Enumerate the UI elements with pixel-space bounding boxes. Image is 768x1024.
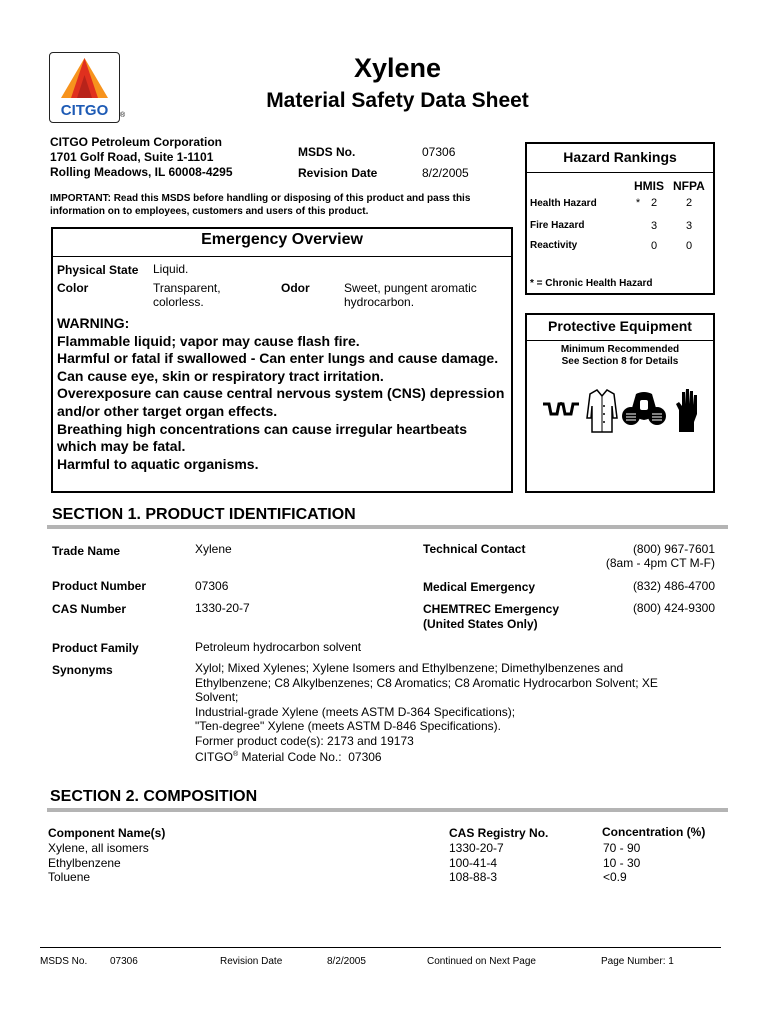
msds-no-value: 07306 bbox=[422, 145, 456, 159]
safety-glasses-icon bbox=[541, 388, 581, 434]
component-cas: 100-41-4 bbox=[449, 856, 498, 870]
cas-registry-header: CAS Registry No. bbox=[449, 826, 549, 840]
important-notice: IMPORTANT: Read this MSDS before handling or disposing of this product and pass this information on to employees, customers and users of this product. bbox=[50, 193, 471, 217]
hmis-column-header: HMIS bbox=[634, 179, 664, 193]
odor-label: Odor bbox=[281, 281, 310, 295]
section2-rule bbox=[47, 808, 728, 812]
company-name: CITGO Petroleum Corporation bbox=[50, 135, 223, 149]
synonyms-label: Synonyms bbox=[52, 663, 113, 677]
footer-msds-value: 07306 bbox=[110, 956, 138, 967]
logo-registered-mark: ® bbox=[120, 112, 126, 119]
footer-continued: Continued on Next Page bbox=[427, 956, 536, 967]
glove-icon bbox=[674, 386, 700, 434]
revision-date-label: Revision Date bbox=[298, 166, 378, 180]
component-name-header: Component Name(s) bbox=[48, 826, 166, 840]
physical-state-value: Liquid. bbox=[153, 262, 189, 276]
synonyms-line: Industrial-grade Xylene (meets ASTM D-364 Specifications); bbox=[195, 704, 516, 719]
component-cas: 108-88-3 bbox=[449, 870, 498, 884]
revision-date-value: 8/2/2005 bbox=[422, 166, 469, 180]
section1-title: SECTION 1. PRODUCT IDENTIFICATION bbox=[52, 506, 356, 523]
material-code-line bbox=[195, 748, 715, 765]
concentration-header: Concentration (%) bbox=[602, 825, 706, 839]
footer-revision-value: 8/2/2005 bbox=[327, 956, 366, 967]
chemtrec-sublabel: (United States Only) bbox=[423, 617, 538, 631]
warning-line: Harmful or fatal if swallowed - Can enter lungs and cause damage. bbox=[57, 350, 499, 367]
material-code-suffix: Material Code No.: 07306 bbox=[238, 750, 382, 764]
synonyms-line: Former product code(s): 2173 and 19173 bbox=[195, 733, 414, 748]
warning-line: Flammable liquid; vapor may cause flash fire. bbox=[57, 332, 360, 349]
technical-contact-hours: (8am - 4pm CT M-F) bbox=[605, 556, 715, 570]
technical-contact-label: Technical Contact bbox=[423, 542, 526, 556]
health-hazard-label: Health Hazard bbox=[530, 198, 597, 209]
medical-emergency-label: Medical Emergency bbox=[423, 580, 536, 594]
see-section-8-text: See Section 8 for Details bbox=[561, 356, 679, 367]
msds-no-label: MSDS No. bbox=[298, 145, 356, 159]
lab-coat-icon bbox=[586, 388, 618, 434]
respirator-icon bbox=[622, 388, 666, 434]
cas-number-label: CAS Number bbox=[52, 602, 127, 616]
product-family-label: Product Family bbox=[52, 641, 139, 655]
product-number-value: 07306 bbox=[195, 579, 229, 593]
health-hmis-value: 2 bbox=[650, 197, 658, 209]
trade-name-label: Trade Name bbox=[52, 544, 121, 558]
minimum-recommended-text: Minimum Recommended bbox=[560, 344, 680, 355]
color-label: Color bbox=[57, 281, 89, 295]
nfpa-column-header: NFPA bbox=[673, 179, 705, 193]
warning-line: Harmful to aquatic organisms. bbox=[57, 455, 259, 472]
fire-nfpa-value: 3 bbox=[685, 220, 693, 232]
physical-state-label: Physical State bbox=[57, 263, 139, 277]
protective-equipment-title: Protective Equipment bbox=[548, 318, 692, 334]
material-code-reg: ® bbox=[233, 751, 239, 758]
emergency-overview-title: Emergency Overview bbox=[201, 231, 363, 248]
synonyms-value bbox=[195, 661, 715, 765]
synonyms-line: Ethylbenzene; C8 Alkylbenzenes; C8 Aromatics; C8 Aromatic Hydrocarbon Solvent; XE bbox=[195, 675, 658, 690]
component-name: Ethylbenzene bbox=[48, 856, 121, 870]
chronic-star: * bbox=[635, 197, 641, 209]
warning-line: Breathing high concentrations can cause irregular heartbeats which may be fatal. bbox=[57, 420, 467, 455]
medical-emergency-phone: (832) 486-4700 bbox=[632, 579, 715, 593]
chronic-hazard-note: * = Chronic Health Hazard bbox=[530, 278, 653, 289]
chemtrec-label: CHEMTREC Emergency bbox=[423, 602, 560, 616]
fire-hmis-value: 3 bbox=[650, 220, 658, 232]
synonyms-line: "Ten-degree" Xylene (meets ASTM D-846 Specifications). bbox=[195, 719, 501, 733]
technical-contact-phone: (800) 967-7601 bbox=[632, 542, 715, 556]
company-address-line1: 1701 Golf Road, Suite 1-1101 bbox=[50, 150, 214, 164]
footer-revision-label: Revision Date bbox=[220, 956, 283, 967]
section1-rule bbox=[47, 525, 728, 529]
section2-title: SECTION 2. COMPOSITION bbox=[50, 788, 258, 805]
component-cas: 1330-20-7 bbox=[449, 841, 504, 855]
trade-name-value: Xylene bbox=[195, 542, 232, 556]
reactivity-nfpa-value: 0 bbox=[685, 240, 693, 252]
footer-page-number: Page Number: 1 bbox=[601, 956, 674, 967]
warning-statements bbox=[57, 315, 507, 473]
company-address-line2: Rolling Meadows, IL 60008-4295 bbox=[50, 165, 233, 179]
component-concentration: 10 - 30 bbox=[603, 856, 641, 870]
component-concentration: <0.9 bbox=[603, 870, 627, 884]
product-family-value: Petroleum hydrocarbon solvent bbox=[195, 640, 362, 654]
document-title: Xylene bbox=[353, 53, 442, 83]
warning-line: Can cause eye, skin or respiratory tract irritation. bbox=[57, 367, 384, 384]
component-concentration: 70 - 90 bbox=[603, 841, 641, 855]
product-number-label: Product Number bbox=[52, 579, 147, 593]
warning-line: Overexposure can cause central nervous system (CNS) depression and/or other target organ effects. bbox=[57, 385, 505, 419]
material-code-prefix: CITGO bbox=[195, 750, 233, 764]
footer-msds-label: MSDS No. bbox=[40, 956, 88, 967]
hazard-rankings-title: Hazard Rankings bbox=[563, 149, 677, 165]
health-nfpa-value: 2 bbox=[685, 197, 693, 209]
footer-rule bbox=[40, 947, 721, 948]
component-name: Xylene, all isomers bbox=[48, 841, 149, 855]
document-subtitle: Material Safety Data Sheet bbox=[266, 89, 529, 112]
fire-hazard-label: Fire Hazard bbox=[530, 220, 585, 231]
logo-wordmark: CITGO bbox=[60, 102, 109, 119]
reactivity-hmis-value: 0 bbox=[650, 240, 658, 252]
color-value: Transparent, colorless. bbox=[153, 281, 221, 309]
component-name: Toluene bbox=[48, 870, 91, 884]
synonyms-line: Xylol; Mixed Xylenes; Xylene Isomers and Ethylbenzene; Dimethylbenzenes and bbox=[195, 661, 624, 675]
odor-value: Sweet, pungent aromatic hydrocarbon. bbox=[344, 281, 477, 309]
synonyms-line: Solvent; bbox=[195, 690, 239, 704]
warning-line: WARNING: bbox=[57, 315, 130, 331]
cas-number-value: 1330-20-7 bbox=[195, 601, 250, 615]
chemtrec-phone: (800) 424-9300 bbox=[632, 601, 715, 615]
reactivity-label: Reactivity bbox=[530, 240, 578, 251]
